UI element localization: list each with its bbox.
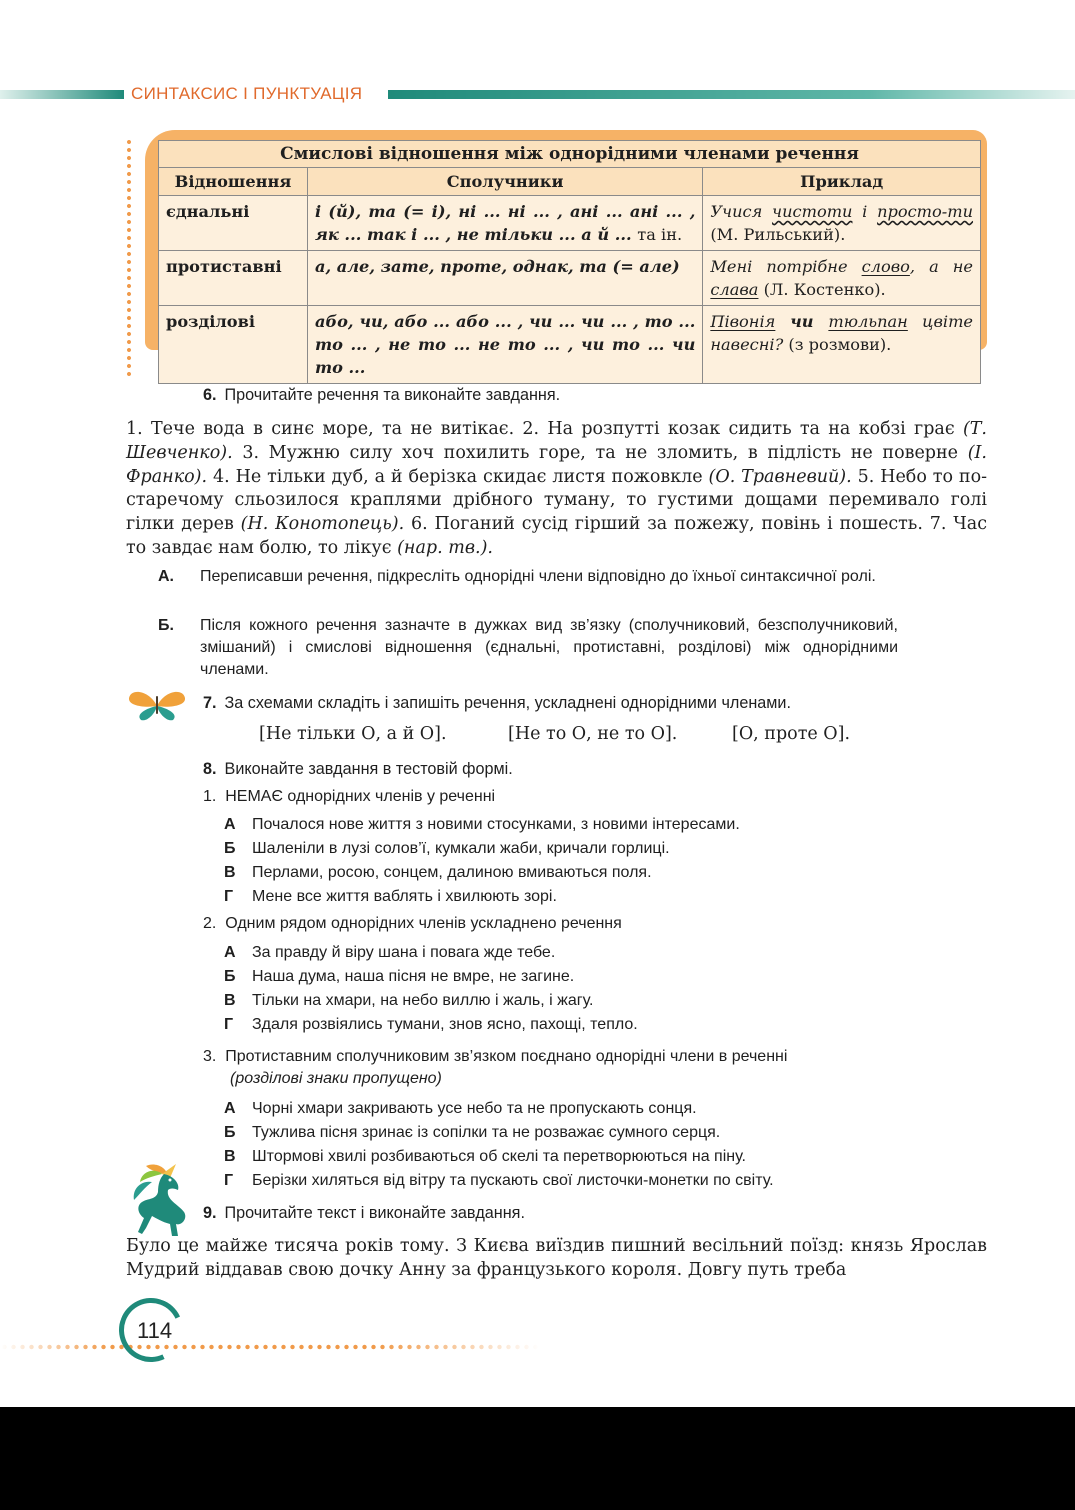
answer-option[interactable]: Б Шаленіли в лузі солов’ї, кумкали жаби, кричали горлиці.	[224, 840, 670, 857]
example-cell: Півонія чи тюльпан цвіте навесні? (з розмови).	[703, 306, 981, 384]
section-title: СИНТАКСИС І ПУНКТУАЦІЯ	[131, 84, 363, 103]
conjunctions-cell: а, але, зате, проте, однак, та (= але)	[307, 251, 702, 306]
answer-option[interactable]: А Чорні хмари закривають усе небо та не пропускають сонця.	[224, 1100, 697, 1117]
task-7-heading: 7. За схемами складіть і запишіть речення, ускладнені однорідними членами.	[203, 694, 791, 712]
task-6-subtask-b: Б. Після кожного речення зазначте в дужках вид зв’язку (сполучниковий, безсполучниковий, змішаний) і смислові відношення (єднальні, протиставні, розділові) між однорідними членами.	[158, 617, 898, 678]
answer-option[interactable]: Г Здаля розвіялись тумани, знов ясно, пахощі, тепло.	[224, 1016, 638, 1033]
answer-option[interactable]: В Тільки на хмари, на небо виллю і жаль, і жагу.	[224, 992, 594, 1009]
answer-option[interactable]: Г Мене все життя ваблять і хвилюють зорі.	[224, 888, 557, 905]
relations-table	[158, 140, 981, 384]
header-band-left	[0, 90, 124, 99]
task-8-heading: 8. Виконайте завдання в тестовій формі.	[203, 760, 513, 778]
butterfly-icon	[127, 686, 187, 722]
task-6-subtask-a: А. Переписавши речення, підкресліть однорідні члени відповідно до їхньої синтаксичної ролі.	[158, 568, 876, 585]
task-6-sentences: 1. Тече вода в синє море, та не витікає. 2. На розпутті козак сидить та на кобзі грає (Т. Шевченко). 3. Мужню силу хоч похилить горе, та не зломить, в підлість не поверне (І. Франко). 4. Не тільки дуб, а й берізка скидає листя пожовкле (О. Травневий). 5. Небо то по-старечому сльозилося краплями дрібного туману, то густими дощами перемивало голі гілки дерев (Н. Конотопець). 6. Поганий сусід гірший за пожежу, повінь і пошесть. 7. Час то завдає нам болю, то лікує (нар. тв.).	[126, 419, 988, 558]
answer-option[interactable]: В Штормові хвилі розбиваються об скелі та перетворюються на піну.	[224, 1148, 746, 1165]
table-row	[159, 196, 981, 251]
relation-cell: розділові	[159, 306, 308, 384]
relation-cell: єднальні	[159, 196, 308, 251]
answer-option[interactable]: А Почалося нове життя з новими стосунками, з новими інтересами.	[224, 816, 740, 833]
answer-option[interactable]: Б Наша дума, наша пісня не вмре, не загине.	[224, 968, 575, 985]
column-header-conjunctions: Сполучники	[307, 168, 702, 196]
task-9-heading: 9. Прочитайте текст і виконайте завдання.	[203, 1204, 525, 1222]
footer-dotted-rule	[0, 1344, 540, 1350]
unicorn-icon	[126, 1160, 198, 1238]
question-2: 2. Одним рядом однорідних членів ускладнено речення	[203, 915, 622, 932]
task-9-text: Було це майже тисяча років тому. З Києва виїздив пишний весільний поїзд: князь Ярослав Мудрий віддавав свою дочку Анну за французького короля. Довгу путь треба	[126, 1236, 987, 1280]
question-3: 3. Протиставним сполучниковим зв’язком поєднано однорідні члени в реченні	[203, 1048, 788, 1065]
table-caption: Смислові відношення між однорідними членами речення	[159, 141, 981, 168]
question-3-note: (розділові знаки пропущено)	[230, 1070, 442, 1087]
answer-option[interactable]: Г Берізки хиляться від вітру та пускають свої листочки-монетки по світу.	[224, 1172, 774, 1189]
dotted-margin-rule	[126, 138, 132, 378]
column-header-relation: Відношення	[159, 168, 308, 196]
scheme-3: [О, проте О].	[732, 724, 851, 744]
scheme-2: [Не то О, не то О].	[508, 724, 678, 744]
example-cell: Учися чистоти і просто-ти (М. Рильський).	[703, 196, 981, 251]
answer-option[interactable]: Б Тужлива пісня зринає із сопілки та не розважає сумного серця.	[224, 1124, 721, 1141]
conjunctions-cell: або, чи, або ... або ... , чи ... чи ... , то ... то ... , не то ... не то ... , чи то ... чи то ...	[307, 306, 702, 384]
table-row	[159, 306, 981, 384]
answer-option[interactable]: В Перлами, росою, сонцем, далиною вмиваються поля.	[224, 864, 652, 881]
relation-cell: протиставні	[159, 251, 308, 306]
table-row	[159, 251, 981, 306]
page-number: 114	[137, 1318, 173, 1343]
scheme-1: [Не тільки О, а й О].	[259, 724, 447, 744]
column-header-example: Приклад	[703, 168, 981, 196]
conjunctions-cell: і (й), та (= і), ні ... ні ... , ані ... ані ... , як ... так і ... , не тільки ... а й ... та ін.	[307, 196, 702, 251]
example-cell: Мені потрібне слово, а не слава (Л. Костенко).	[703, 251, 981, 306]
question-1: 1. НЕМАЄ однорідних членів у реченні	[203, 788, 496, 805]
task-6-heading: 6. Прочитайте речення та виконайте завдання.	[203, 386, 561, 404]
header-band-right	[388, 90, 1075, 99]
answer-option[interactable]: А За правду й віру шана і повага жде тебе.	[224, 944, 556, 961]
